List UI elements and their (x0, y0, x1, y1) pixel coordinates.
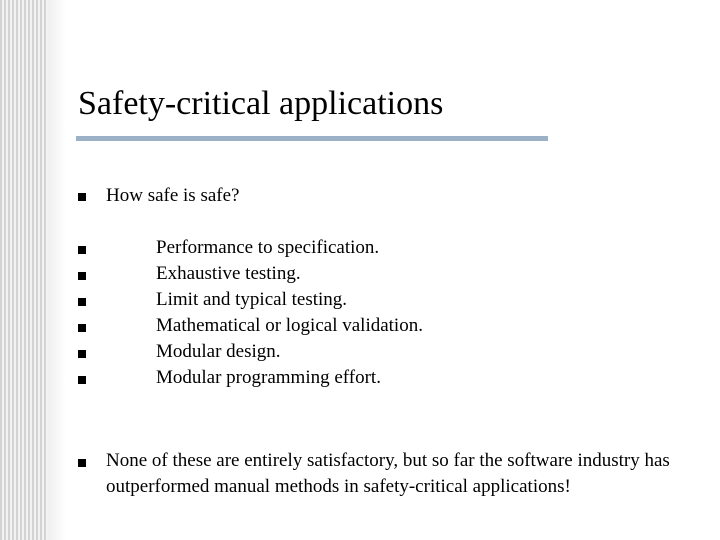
list-item: How safe is safe? (106, 185, 240, 206)
list-item: Exhaustive testing. (156, 263, 301, 284)
left-stripe-decoration (0, 0, 48, 540)
list-item: Performance to specification. (156, 237, 380, 258)
title-underline (76, 136, 548, 141)
list-item: Mathematical or logical validation. (156, 315, 423, 336)
list-item: None of these are entirely satisfactory, but so far the software industry has outperformed manual methods in safety-critical applications! (106, 450, 670, 497)
bullet-icon (78, 344, 92, 362)
bullet-icon (78, 453, 92, 471)
slide-title: Safety-critical applications (78, 85, 444, 122)
list-item: Modular design. (156, 341, 281, 362)
bullet-icon (78, 370, 92, 388)
bullet-icon (78, 240, 92, 258)
list-item: Limit and typical testing. (156, 289, 348, 310)
bullet-icon (78, 292, 92, 310)
bullet-icon (78, 318, 92, 336)
bullet-icon (78, 266, 92, 284)
left-stripe-fade (48, 0, 66, 540)
list-item: Modular programming effort. (156, 367, 381, 388)
bullet-icon (78, 187, 92, 205)
